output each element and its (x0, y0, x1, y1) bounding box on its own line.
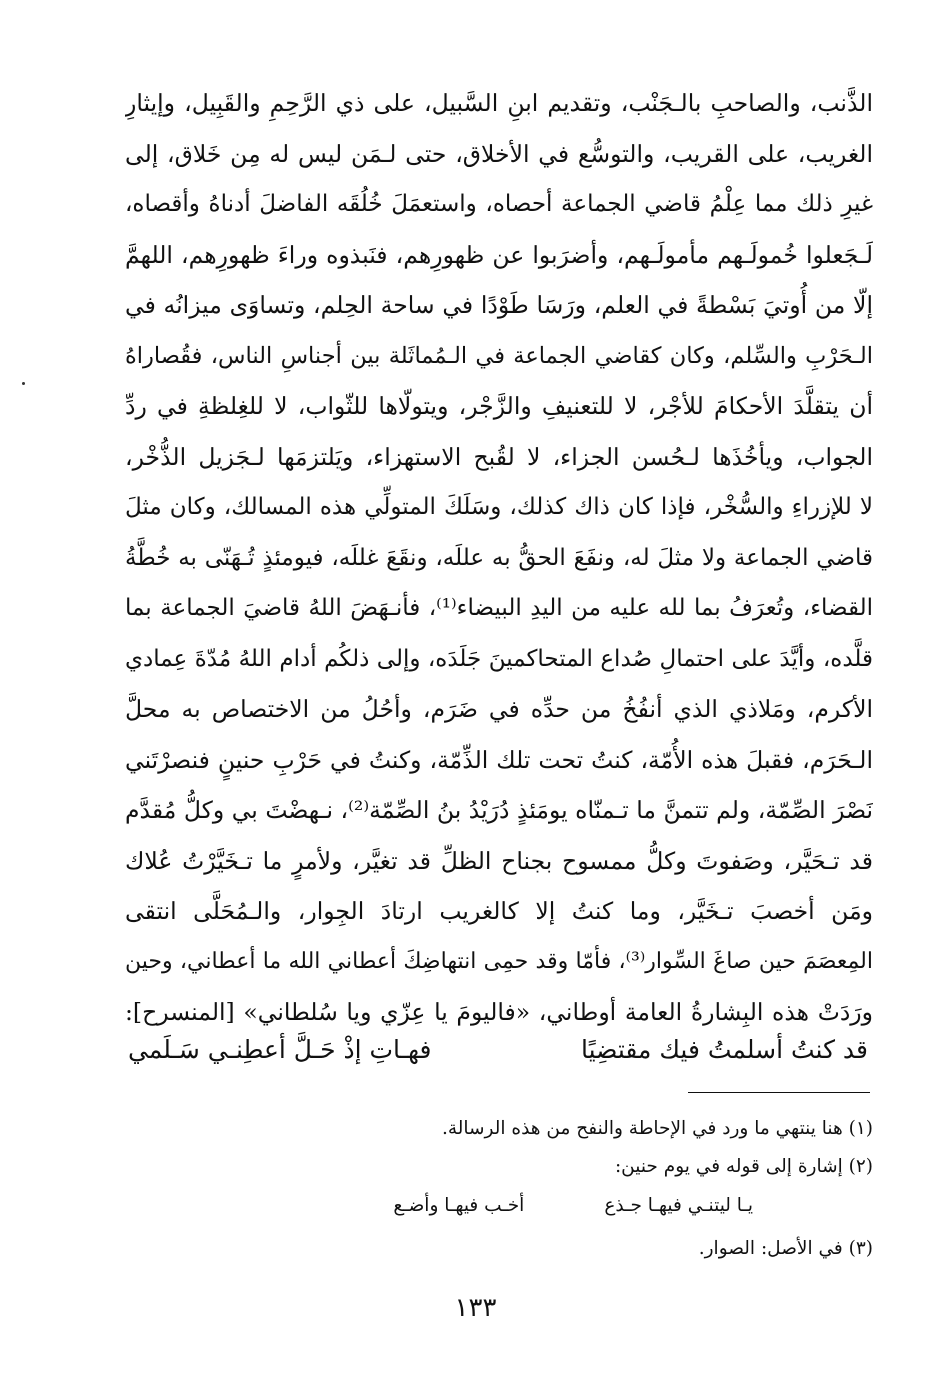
scan-speck (22, 382, 25, 385)
body-text (125, 78, 873, 1038)
text-line: قد تـحَيَّر، وصَفوتَ وكلُّ ممسوح بجناح الظلِّ قد تغيَّر، ولأمرٍ ما تـخَيَّرْتُ عُلاك (125, 846, 873, 875)
text-line: الذَّنب، والصاحبِ بالـجَنْب، وتقديم ابنِ السَّبيل، على ذي الرَّحِمِ والقَبِيل، وإيثارِ (125, 89, 873, 117)
text-line: قاضي الجماعة ولا مثلَ له، ونفَعَ الحقُّ به عللَه، ونقَعَ غللَه، فيومئذٍ تُـهَنّى به خُطَّةُ (125, 544, 873, 571)
text-line: ومَن أخصبَ تـخَيَّر، وما كنتُ إلا كالغريب ارتادَ الجِوار، والـمُحَلَّى انتقى (125, 897, 873, 925)
text-line: نَصْرَ الصِّمّة، ولم تتمنَّ ما تـمنّاه يومَئذٍ دُرَيْدُ بنُ الصِّمّة⁽²⁾، نـهضْتَ بي وكلُّ مُقدَّم (125, 796, 873, 824)
text-line: الـحَرْبِ والسِّلم، وكان كقاضي الجماعة في الـمُماثَلة بين أجناسِ الناس، فقُصاراهُ (125, 342, 873, 369)
footnote-1: (١) هنا ينتهي ما ورد في الإحاطة والنفح من هذه الرسالة. (441, 1118, 873, 1139)
verse-first-hemistich: قد كنتُ أسلمتُ فيك مقتضِيًا (580, 1035, 868, 1064)
poem-verse (128, 1022, 868, 1078)
text-line: الجواب، ويأخُذَها لـحُسن الجزاء، لا لقُبح الاستهزاء، ويَلتزمَها لـجَزيل الذُّخْر، (125, 442, 873, 471)
text-line: الغريب، على القريب، والتوسُّع في الأخلاق، حتى لـمَن ليس له مِن خَلاق، إلى (125, 139, 873, 168)
footnote-verse-first-hemistich: يـا ليتنـي فيهـا جـذع (604, 1195, 753, 1216)
text-line: أن يتقلَّدَ الأحكامَ للأجْر، لا للتعنيفِ والزَّجْر، ويتولّاها للثّواب، لا للغِلظةِ في ردِّ (125, 392, 873, 420)
page-number: ١٣٣ (454, 1293, 497, 1323)
text-line: غيرِ ذلك مما عِلْمُ قاضي الجماعة أحصاه، واستعمَلَ خُلُقَه الفاضلَ أدناهُ وأقصاه، (125, 191, 873, 217)
text-line: ورَدَتْ هذه البِشارةُ العامة أوطاني، «فاليومَ يا عِزّي ويا سُلطاني» [المنسرح]: (125, 998, 873, 1026)
footnote-verse-second-hemistich: أخـب فيهـا وأضـع (393, 1195, 525, 1216)
text-line: القضاء، وتُعرَفُ بما لله عليه من اليدِ البيضاء⁽¹⁾، فأنـهَضَ اللهُ قاضيَ الجماعة بما (125, 595, 873, 621)
text-line: إلّا من أُوتيَ بَسْطةً في العلم، ورَسَا طَوْدًا في ساحة الحِلم، وتساوَى ميزانُه في (125, 291, 873, 319)
footnote-2: (٢) إشارة إلى قوله في يوم حنين: (614, 1156, 873, 1177)
footnote-3: (٣) في الأصل: الصوار. (698, 1238, 873, 1259)
text-line: قلَّده، وأيَّدَ على احتمالِ صُداع المتحاكمينَ جَلَدَه، وإلى ذلكُم أدام اللهُ مُدّةَ عِمادي (125, 645, 873, 672)
text-line: الأكرم، ومَلاذي الذي أنفُخُ من حدِّه في ضَرَم، وأحُلُ من الاختصاص به محلَّ (125, 695, 873, 723)
text-line: لَـجَعلوا خُمولَـهم مأمولَـهم، وأضرَبوا عن ظهورِهم، فنَبذوه وراءَ ظهورِهم، اللهمَّ (125, 240, 873, 269)
text-line: لا للإزراءِ والسُّخْر، فإذا كان ذاك كذلك، وسَلَكَ المتولِّي هذه المسالك، وكان مثلَ (125, 494, 873, 520)
footnotes (125, 1110, 873, 1268)
footnote-divider (688, 1092, 870, 1093)
text-line: الـحَرَم، فقبلَ هذه الأُمّة، كنتُ تحت تلك الذِّمّة، وكنتُ في حَرْبِ حنينٍ فنصرْتَني (125, 745, 873, 774)
footnote-2-verse (125, 1186, 873, 1226)
text-line: المِعصَمَ حين صاغَ السِّوار⁽³⁾، فأمّا وقد حمِى انتهاضِكَ أعطاني الله ما أعطاني، وحين (125, 948, 873, 974)
verse-second-hemistich: فهـاتِ إذْ حَـلَّ أعطِنـي سَـلَمي (128, 1035, 432, 1064)
